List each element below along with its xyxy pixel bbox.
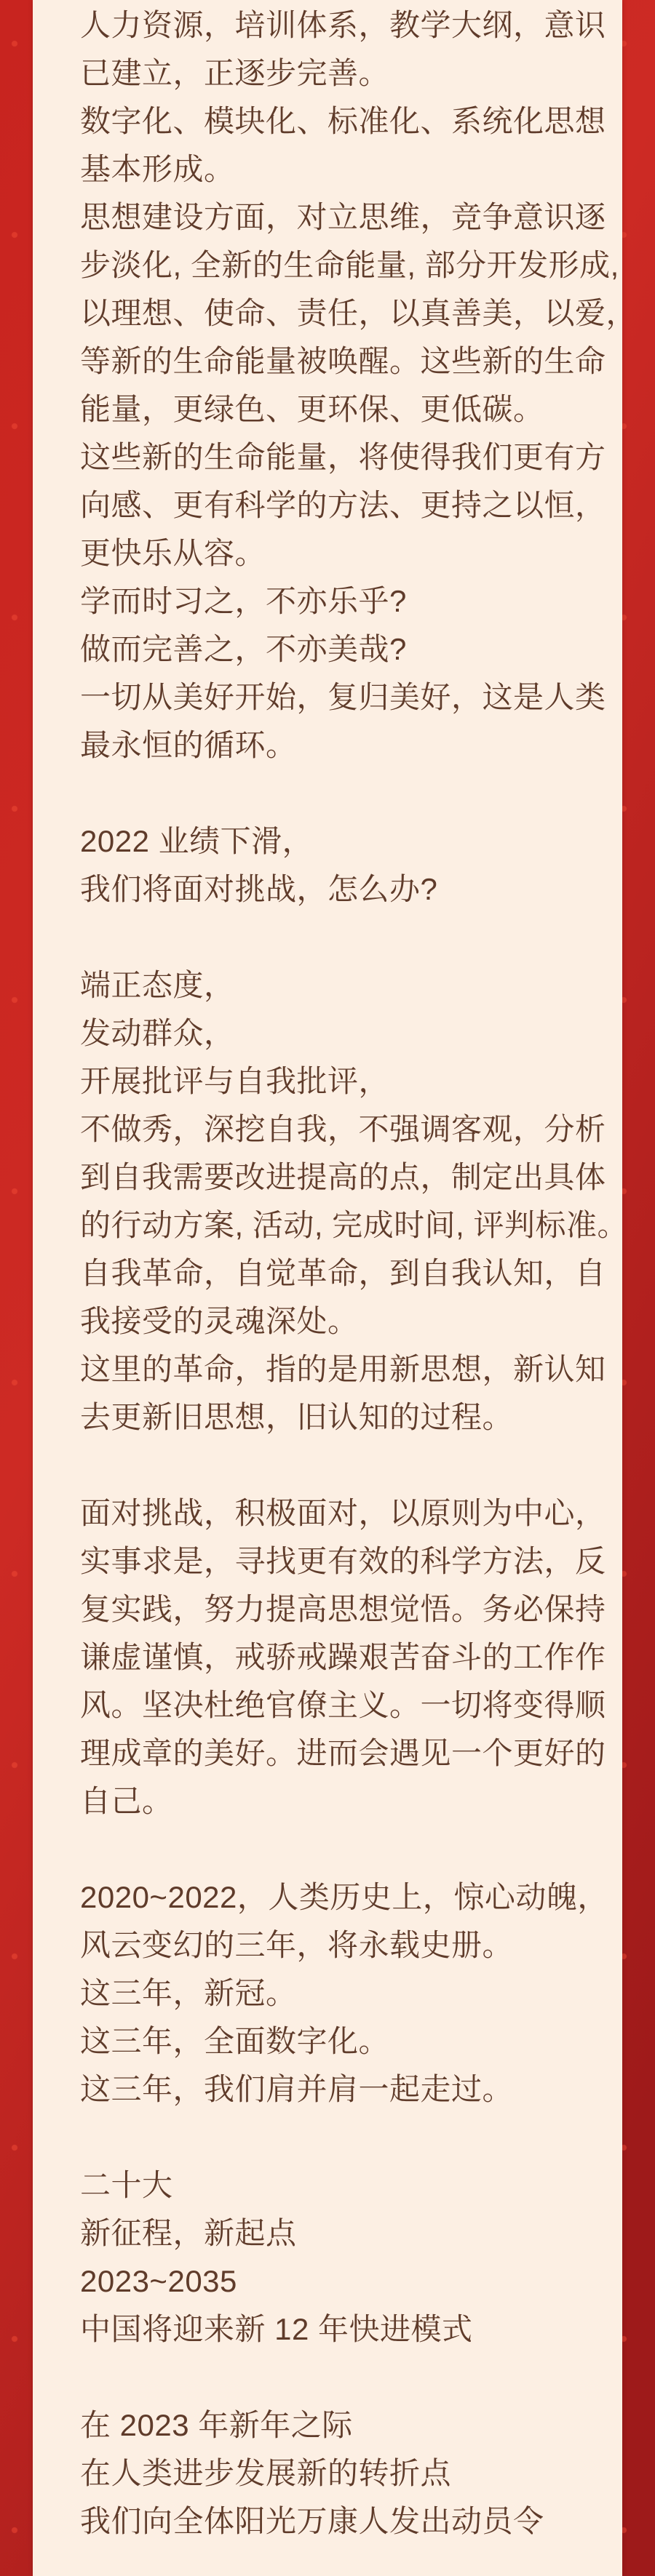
- text-line: 这些新的生命能量，将使得我们更有方: [80, 440, 606, 474]
- text-line: 2022 业绩下滑，: [80, 824, 314, 858]
- text-line: 风云变幻的三年，将永载史册。: [80, 1928, 514, 1962]
- text-line: 谦虚谨慎，戒骄戒躁艰苦奋斗的工作作: [80, 1640, 606, 1674]
- text-line: 我们向全体阳光万康人发出动员令: [80, 2504, 544, 2538]
- text-line: 在 2023 年新年之际: [80, 2408, 353, 2442]
- text-line: 我们将面对挑战，怎么办?: [80, 872, 438, 906]
- text-line: 已建立，正逐步完善。: [80, 56, 390, 90]
- text-line: 去更新旧思想，旧认知的过程。: [80, 1400, 514, 1434]
- text-line: 等新的生命能量被唤醒。这些新的生命: [80, 344, 606, 378]
- text-line: 步淡化, 全新的生命能量, 部分开发形成,: [80, 248, 619, 282]
- text-line: 开展批评与自我批评，: [80, 1064, 390, 1098]
- text-line: 这三年，我们肩并肩一起走过。: [80, 2072, 514, 2106]
- text-line: 实事求是，寻找更有效的科学方法，反: [80, 1544, 606, 1578]
- text-line: 以理想、使命、责任，以真善美，以爱，: [80, 296, 638, 330]
- text-line: 基本形成。: [80, 152, 235, 186]
- article-text: [33, 0, 638, 2545]
- text-line: 能量，更绿色、更环保、更低碳。: [80, 392, 544, 426]
- text-line: 二十大: [80, 2168, 173, 2202]
- text-line: 复实践，努力提高思想觉悟。务必保持: [80, 1592, 606, 1626]
- text-line: 这三年，全面数字化。: [80, 2024, 390, 2058]
- text-line: 学而时习之，不亦乐乎?: [80, 584, 407, 618]
- text-line: 一切从美好开始，复归美好，这是人类: [80, 680, 606, 714]
- text-line: 自己。: [80, 1784, 173, 1818]
- text-line: 做而完善之，不亦美哉?: [80, 632, 407, 666]
- blank-line: [80, 769, 608, 817]
- text-line: 的行动方案, 活动, 完成时间, 评判标准。: [80, 1208, 629, 1242]
- text-line: 面对挑战，积极面对，以原则为中心，: [80, 1496, 606, 1530]
- text-line: 端正态度，: [80, 968, 235, 1002]
- text-line: 自我革命，自觉革命，到自我认知，自: [80, 1256, 606, 1290]
- article-panel: [33, 0, 638, 2576]
- text-line: 理成章的美好。进而会遇见一个更好的: [80, 1736, 606, 1770]
- text-line: 新征程，新起点: [80, 2216, 297, 2250]
- text-line: 更快乐从容。: [80, 536, 266, 570]
- blank-line: [80, 913, 608, 961]
- text-line: 人力资源，培训体系，教学大纲，意识: [80, 8, 606, 42]
- text-line: 这三年，新冠。: [80, 1976, 297, 2010]
- text-line: 在人类进步发展新的转折点: [80, 2456, 452, 2490]
- blank-line: [80, 1825, 608, 1873]
- text-line: 到自我需要改进提高的点，制定出具体: [80, 1160, 606, 1194]
- text-line: 2023~2035: [80, 2264, 237, 2298]
- text-line: 向感、更有科学的方法、更持之以恒，: [80, 488, 606, 522]
- text-line: 思想建设方面，对立思维，竞争意识逐: [80, 200, 606, 234]
- blank-line: [80, 2113, 608, 2161]
- text-line: 2020~2022，人类历史上，惊心动魄，: [80, 1880, 608, 1914]
- text-line: 数字化、模块化、标准化、系统化思想: [80, 104, 606, 138]
- text-line: 这里的革命，指的是用新思想，新认知: [80, 1352, 606, 1386]
- text-line: 发动群众，: [80, 1016, 235, 1050]
- blank-line: [80, 1441, 608, 1489]
- blank-line: [80, 2353, 608, 2401]
- text-line: 不做秀，深挖自我，不强调客观，分析: [80, 1112, 606, 1146]
- text-line: 最永恒的循环。: [80, 728, 297, 762]
- text-line: 风。坚决杜绝官僚主义。一切将变得顺: [80, 1688, 606, 1722]
- text-line: 中国将迎来新 12 年快进模式: [80, 2312, 473, 2346]
- text-line: 我接受的灵魂深处。: [80, 1304, 359, 1338]
